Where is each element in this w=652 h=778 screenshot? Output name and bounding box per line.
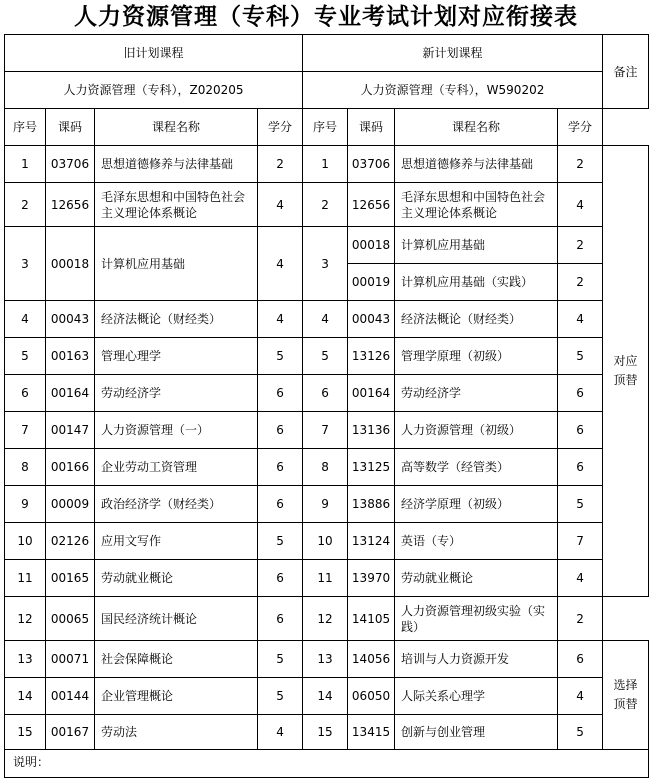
table-row: [5, 486, 649, 523]
col-code-old: 课码: [46, 109, 95, 146]
old-credit: 4: [258, 183, 303, 227]
old-code: 00163: [46, 338, 95, 375]
mapping-table: [4, 34, 649, 778]
new-credit: 2: [558, 227, 603, 264]
old-seq: 7: [5, 412, 46, 449]
table-row: [5, 523, 649, 560]
new-name: 经济学原理（初级）: [395, 486, 558, 523]
col-name-new: 课程名称: [395, 109, 558, 146]
new-code: 13886: [348, 486, 395, 523]
new-code: 13415: [348, 715, 395, 750]
table-row: [5, 375, 649, 412]
old-seq: 12: [5, 597, 46, 641]
new-code: 13136: [348, 412, 395, 449]
new-code: 13970: [348, 560, 395, 597]
old-code: 00165: [46, 560, 95, 597]
new-credit: 5: [558, 338, 603, 375]
new-major: 人力资源管理（专科），W590202: [303, 72, 603, 109]
new-code: 00019: [348, 264, 395, 301]
table-row: [5, 338, 649, 375]
old-credit: 6: [258, 597, 303, 641]
new-name: 经济法概论（财经类）: [395, 301, 558, 338]
old-credit: 6: [258, 560, 303, 597]
old-seq: 4: [5, 301, 46, 338]
new-seq: 3: [303, 227, 348, 301]
col-name-old: 课程名称: [95, 109, 258, 146]
old-seq: 8: [5, 449, 46, 486]
old-seq: 9: [5, 486, 46, 523]
new-credit: 2: [558, 597, 603, 641]
old-name: 管理心理学: [95, 338, 258, 375]
note-label: 说明：: [13, 755, 50, 769]
new-credit: 5: [558, 486, 603, 523]
new-code: 00043: [348, 301, 395, 338]
new-credit: 2: [558, 264, 603, 301]
old-code: 00071: [46, 641, 95, 678]
new-seq: 4: [303, 301, 348, 338]
table-row: [5, 183, 649, 227]
note-row: [5, 750, 649, 778]
new-seq: 10: [303, 523, 348, 560]
old-code: 00164: [46, 375, 95, 412]
old-seq: 14: [5, 678, 46, 715]
new-seq: 8: [303, 449, 348, 486]
table-row: [5, 641, 649, 678]
old-credit: 2: [258, 146, 303, 183]
old-name: 企业管理概论: [95, 678, 258, 715]
old-credit: 6: [258, 486, 303, 523]
old-credit: 6: [258, 375, 303, 412]
table-row: [5, 301, 649, 338]
old-code: 00166: [46, 449, 95, 486]
new-name: 计算机应用基础（实践）: [395, 264, 558, 301]
old-credit: 4: [258, 715, 303, 750]
old-name: 国民经济统计概论: [95, 597, 258, 641]
new-credit: 7: [558, 523, 603, 560]
new-seq: 2: [303, 183, 348, 227]
table-row: [5, 146, 649, 183]
new-credit: 6: [558, 412, 603, 449]
new-seq: 6: [303, 375, 348, 412]
col-credit-new: 学分: [558, 109, 603, 146]
new-seq: 14: [303, 678, 348, 715]
new-name: 计算机应用基础: [395, 227, 558, 264]
old-seq: 6: [5, 375, 46, 412]
old-seq: 3: [5, 227, 46, 301]
new-credit: 6: [558, 375, 603, 412]
new-seq: 7: [303, 412, 348, 449]
table-row: [5, 449, 649, 486]
old-seq: 1: [5, 146, 46, 183]
new-code: 00164: [348, 375, 395, 412]
new-name: 人力资源管理初级实验（实践）: [395, 597, 558, 641]
col-seq-new: 序号: [303, 109, 348, 146]
old-name: 劳动法: [95, 715, 258, 750]
old-name: 计算机应用基础: [95, 227, 258, 301]
table-row: [5, 715, 649, 750]
table-row: [5, 227, 649, 264]
new-seq: 12: [303, 597, 348, 641]
page-title: 人力资源管理（专科）专业考试计划对应衔接表: [74, 3, 578, 30]
new-credit: 2: [558, 146, 603, 183]
new-credit: 4: [558, 183, 603, 227]
old-name: 思想道德修养与法律基础: [95, 146, 258, 183]
new-code: 06050: [348, 678, 395, 715]
new-seq: 11: [303, 560, 348, 597]
new-seq: 13: [303, 641, 348, 678]
old-name: 劳动经济学: [95, 375, 258, 412]
new-name: 毛泽东思想和中国特色社会主义理论体系概论: [395, 183, 558, 227]
old-code: 02126: [46, 523, 95, 560]
old-code: 00009: [46, 486, 95, 523]
old-code: 00043: [46, 301, 95, 338]
new-name: 管理学原理（初级）: [395, 338, 558, 375]
new-name: 劳动经济学: [395, 375, 558, 412]
col-seq-old: 序号: [5, 109, 46, 146]
old-credit: 4: [258, 301, 303, 338]
remark-optional-text: 选择顶替: [613, 678, 638, 711]
new-name: 劳动就业概论: [395, 560, 558, 597]
old-seq: 11: [5, 560, 46, 597]
new-code: 14105: [348, 597, 395, 641]
new-credit: 6: [558, 449, 603, 486]
table-row: [5, 678, 649, 715]
new-name: 思想道德修养与法律基础: [395, 146, 558, 183]
old-name: 人力资源管理（一）: [95, 412, 258, 449]
old-credit: 5: [258, 338, 303, 375]
new-credit: 4: [558, 678, 603, 715]
old-code: 00018: [46, 227, 95, 301]
new-seq: 5: [303, 338, 348, 375]
table-row: [5, 412, 649, 449]
new-name: 人力资源管理（初级）: [395, 412, 558, 449]
col-code-new: 课码: [348, 109, 395, 146]
old-name: 毛泽东思想和中国特色社会主义理论体系概论: [95, 183, 258, 227]
new-credit: 4: [558, 301, 603, 338]
new-name: 创新与创业管理: [395, 715, 558, 750]
new-code: 00018: [348, 227, 395, 264]
old-name: 政治经济学（财经类）: [95, 486, 258, 523]
new-code: 13124: [348, 523, 395, 560]
col-credit-old: 学分: [258, 109, 303, 146]
new-credit: 4: [558, 560, 603, 597]
new-name: 高等数学（经管类）: [395, 449, 558, 486]
old-name: 劳动就业概论: [95, 560, 258, 597]
new-credit: 6: [558, 641, 603, 678]
new-name: 英语（专）: [395, 523, 558, 560]
old-credit: 5: [258, 641, 303, 678]
old-seq: 2: [5, 183, 46, 227]
new-seq: 9: [303, 486, 348, 523]
new-credit: 5: [558, 715, 603, 750]
new-plan-header: 新计划课程: [303, 35, 603, 72]
old-code: 00167: [46, 715, 95, 750]
new-code: 14056: [348, 641, 395, 678]
old-credit: 5: [258, 678, 303, 715]
new-seq: 15: [303, 715, 348, 750]
old-name: 经济法概论（财经类）: [95, 301, 258, 338]
old-code: 12656: [46, 183, 95, 227]
old-seq: 10: [5, 523, 46, 560]
old-plan-header: 旧计划课程: [5, 35, 303, 72]
old-code: 03706: [46, 146, 95, 183]
old-seq: 15: [5, 715, 46, 750]
remark-header: 备注: [603, 35, 649, 109]
remark-corresponding: [603, 146, 649, 597]
old-credit: 6: [258, 412, 303, 449]
old-credit: 6: [258, 449, 303, 486]
new-code: 13125: [348, 449, 395, 486]
old-seq: 5: [5, 338, 46, 375]
new-name: 人际关系心理学: [395, 678, 558, 715]
new-code: 13126: [348, 338, 395, 375]
remark-corresponding-text: 对应顶替: [613, 354, 638, 387]
old-code: 00144: [46, 678, 95, 715]
old-name: 社会保障概论: [95, 641, 258, 678]
old-name: 企业劳动工资管理: [95, 449, 258, 486]
new-name: 培训与人力资源开发: [395, 641, 558, 678]
remark-optional: [603, 641, 649, 750]
old-code: 00065: [46, 597, 95, 641]
old-seq: 13: [5, 641, 46, 678]
old-major: 人力资源管理（专科），Z020205: [5, 72, 303, 109]
old-credit: 5: [258, 523, 303, 560]
table-row: [5, 560, 649, 597]
new-seq: 1: [303, 146, 348, 183]
old-credit: 4: [258, 227, 303, 301]
table-row: [5, 597, 649, 641]
new-code: 03706: [348, 146, 395, 183]
old-name: 应用文写作: [95, 523, 258, 560]
new-code: 12656: [348, 183, 395, 227]
old-code: 00147: [46, 412, 95, 449]
